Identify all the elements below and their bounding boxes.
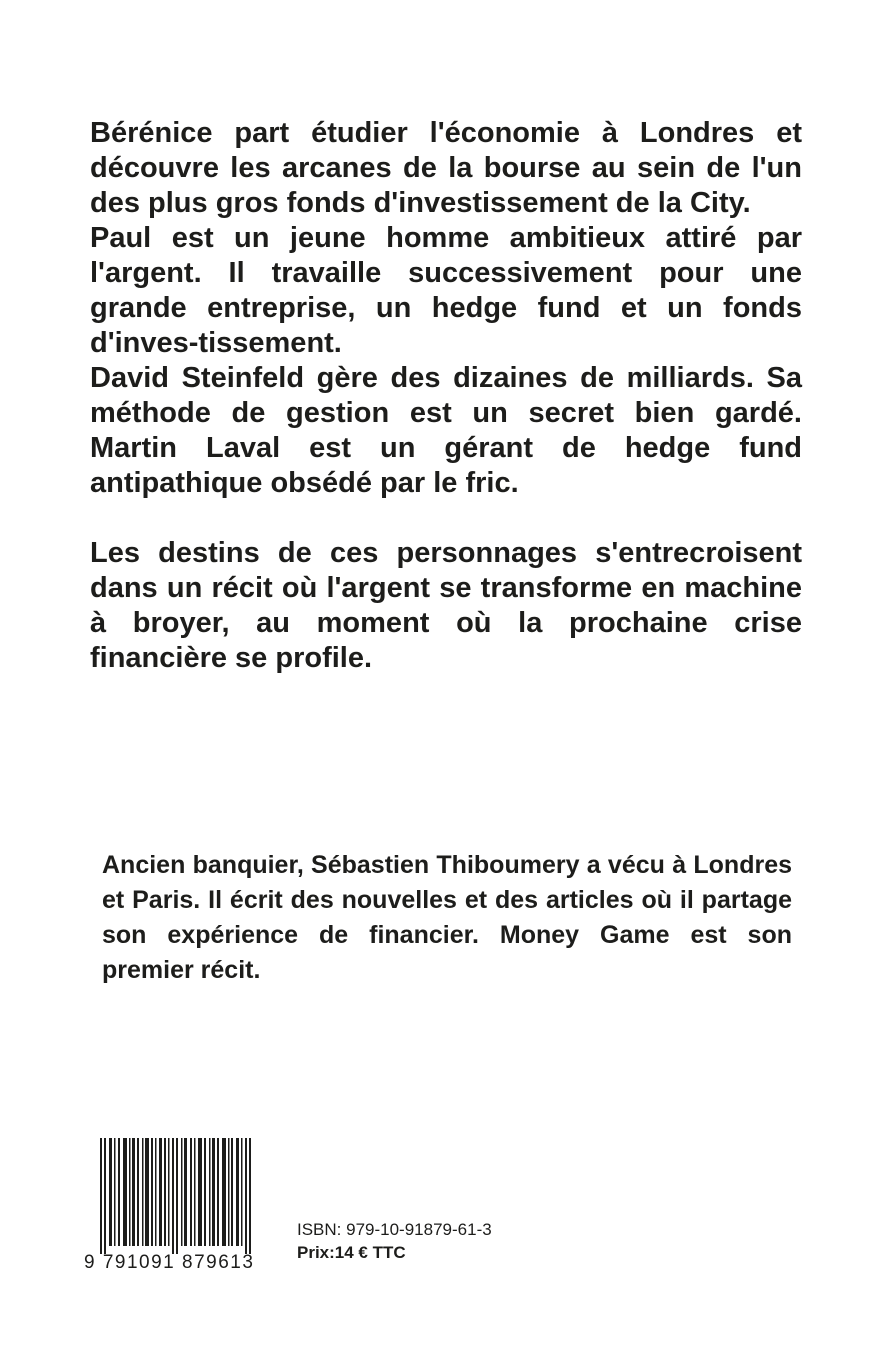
price-text: Prix:14 € TTC [297, 1243, 406, 1262]
synopsis-paragraph-2: Paul est un jeune homme ambitieux attiré par l'argent. Il travaille successivement pour une grande entreprise, un hedge fund et un fonds d'inves-tissement. [90, 222, 802, 359]
barcode-bars [84, 1138, 264, 1254]
synopsis-block [90, 116, 802, 501]
synopsis-block-2 [90, 536, 802, 676]
synopsis-paragraph-4: Les destins de ces personnages s'entrecroisent dans un récit où l'argent se transforme en machine à broyer, au moment où la prochaine crise financière se profile. [90, 537, 802, 674]
barcode [84, 1138, 264, 1278]
isbn-text: ISBN: 979-10-91879-61-3 [297, 1220, 492, 1239]
synopsis-paragraph-1: Bérénice part étudier l'économie à Londres et découvre les arcanes de la bourse au sein de l'un des plus gros fonds d'investissement de la City. [90, 117, 802, 219]
author-bio: Ancien banquier, Sébastien Thiboumery a vécu à Londres et Paris. Il écrit des nouvelles et des articles où il partage son expérience de financier. Money Game est son premier récit. [102, 851, 792, 984]
synopsis-paragraph-3: David Steinfeld gère des dizaines de milliards. Sa méthode de gestion est un secret bien gardé. Martin Laval est un gérant de hedge fund antipathique obsédé par le fric. [90, 362, 802, 499]
barcode-digits: 9 791091 879613 [84, 1252, 255, 1273]
